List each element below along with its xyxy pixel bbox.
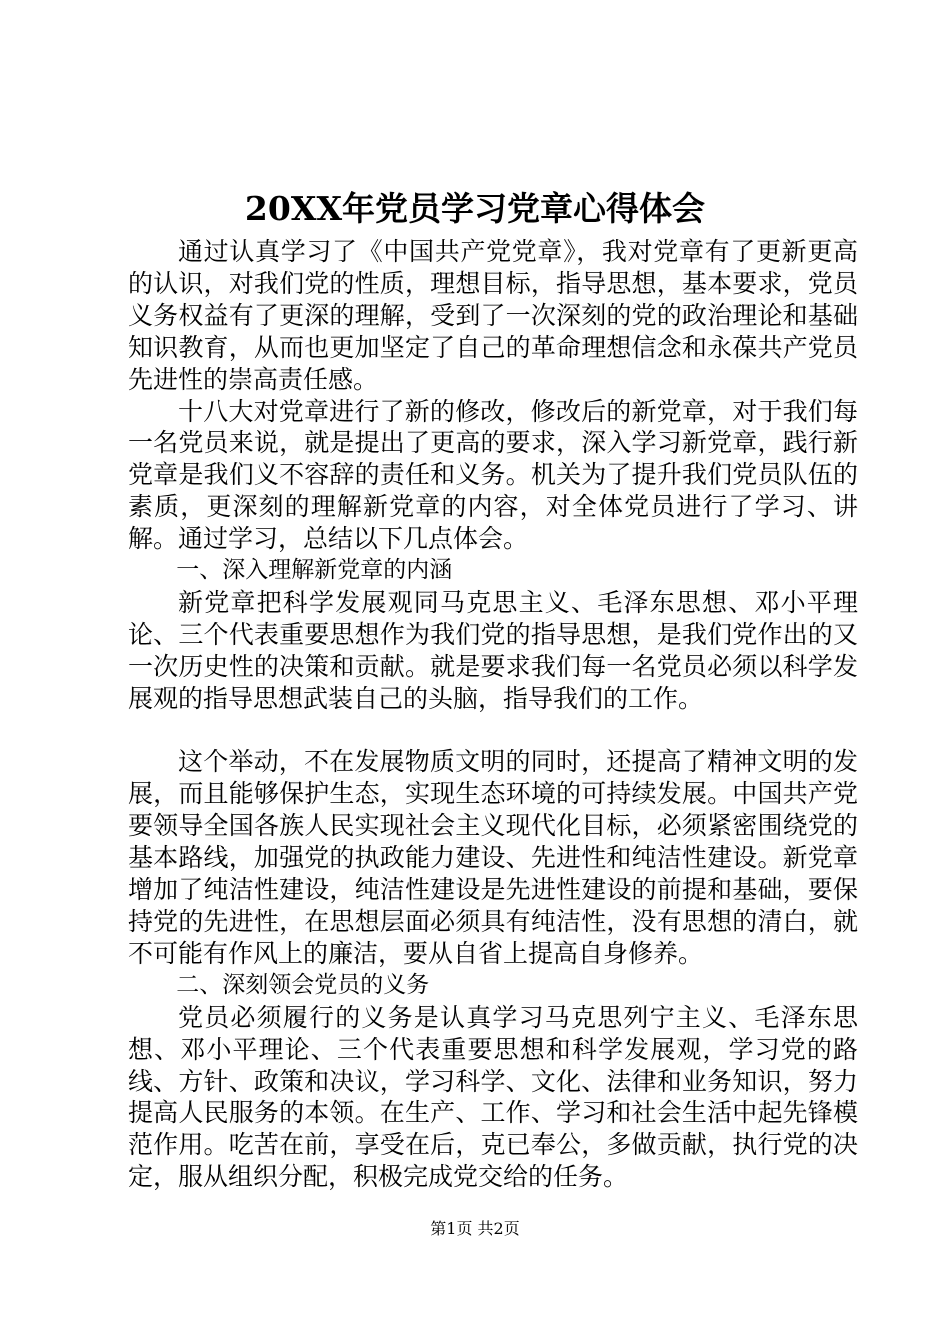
paragraph-2: 十八大对党章进行了新的修改，修改后的新党章，对于我们每一名党员来说，就是提出了更高的要求，深入学习新党章，践行新党章是我们义不容辞的责任和义务。机关为了提升我们党员队伍的素质，更深刻的理解新党章的内容，对全体党员进行了学习、讲解。通过学习，总结以下几点体会。 xyxy=(128,396,858,554)
paragraph-1: 通过认真学习了《中国共产党党章》，我对党章有了更新更高的认识，对我们党的性质，理想目标，指导思想，基本要求，党员义务权益有了更深的理解，受到了一次深刻的党的政治理论和基础知识教育，从而也更加坚定了自己的革命理想信念和永葆共产党员先进性的崇高责任感。 xyxy=(128,237,858,394)
document-body xyxy=(128,236,858,1193)
section-heading-2: 二、深刻领会党员的义务 xyxy=(176,971,430,998)
paragraph-3: 新党章把科学发展观同马克思主义、毛泽东思想、邓小平理论、三个代表重要思想作为我们党的指导思想，是我们党作出的又一次历史性的决策和贡献。就是要求我们每一名党员必须以科学发展观的指导思想武装自己的头脑，指导我们的工作。 xyxy=(128,587,858,713)
document-title: 20XX年党员学习党章心得体会 xyxy=(244,189,706,228)
section-heading-1: 一、深入理解新党章的内涵 xyxy=(176,557,453,584)
paragraph-4: 这个举动，不在发展物质文明的同时，还提高了精神文明的发展，而且能够保护生态，实现生态环境的可持续发展。中国共产党要领导全国各族人民实现社会主义现代化目标，必须紧密围绕党的基本路线，加强党的执政能力建设、先进性和纯洁性建设。新党章增加了纯洁性建设，纯洁性建设是先进性建设的前提和基础，要保持党的先进性，在思想层面必须具有纯洁性，没有思想的清白，就不可能有作风上的廉洁，要从自省上提高自身修养。 xyxy=(128,747,858,968)
paragraph-5: 党员必须履行的义务是认真学习马克思列宁主义、毛泽东思想、邓小平理论、三个代表重要思想和科学发展观，学习党的路线、方针、政策和决议，学习科学、文化、法律和业务知识，努力提高人民服务的本领。在生产、工作、学习和社会生活中起先锋模范作用。吃苦在前，享受在后，克已奉公，多做贡献，执行党的决定，服从组织分配，积极完成党交给的任务。 xyxy=(128,1002,858,1192)
blank-line xyxy=(128,715,858,747)
page-footer: 第1页 共2页 xyxy=(430,1219,520,1238)
